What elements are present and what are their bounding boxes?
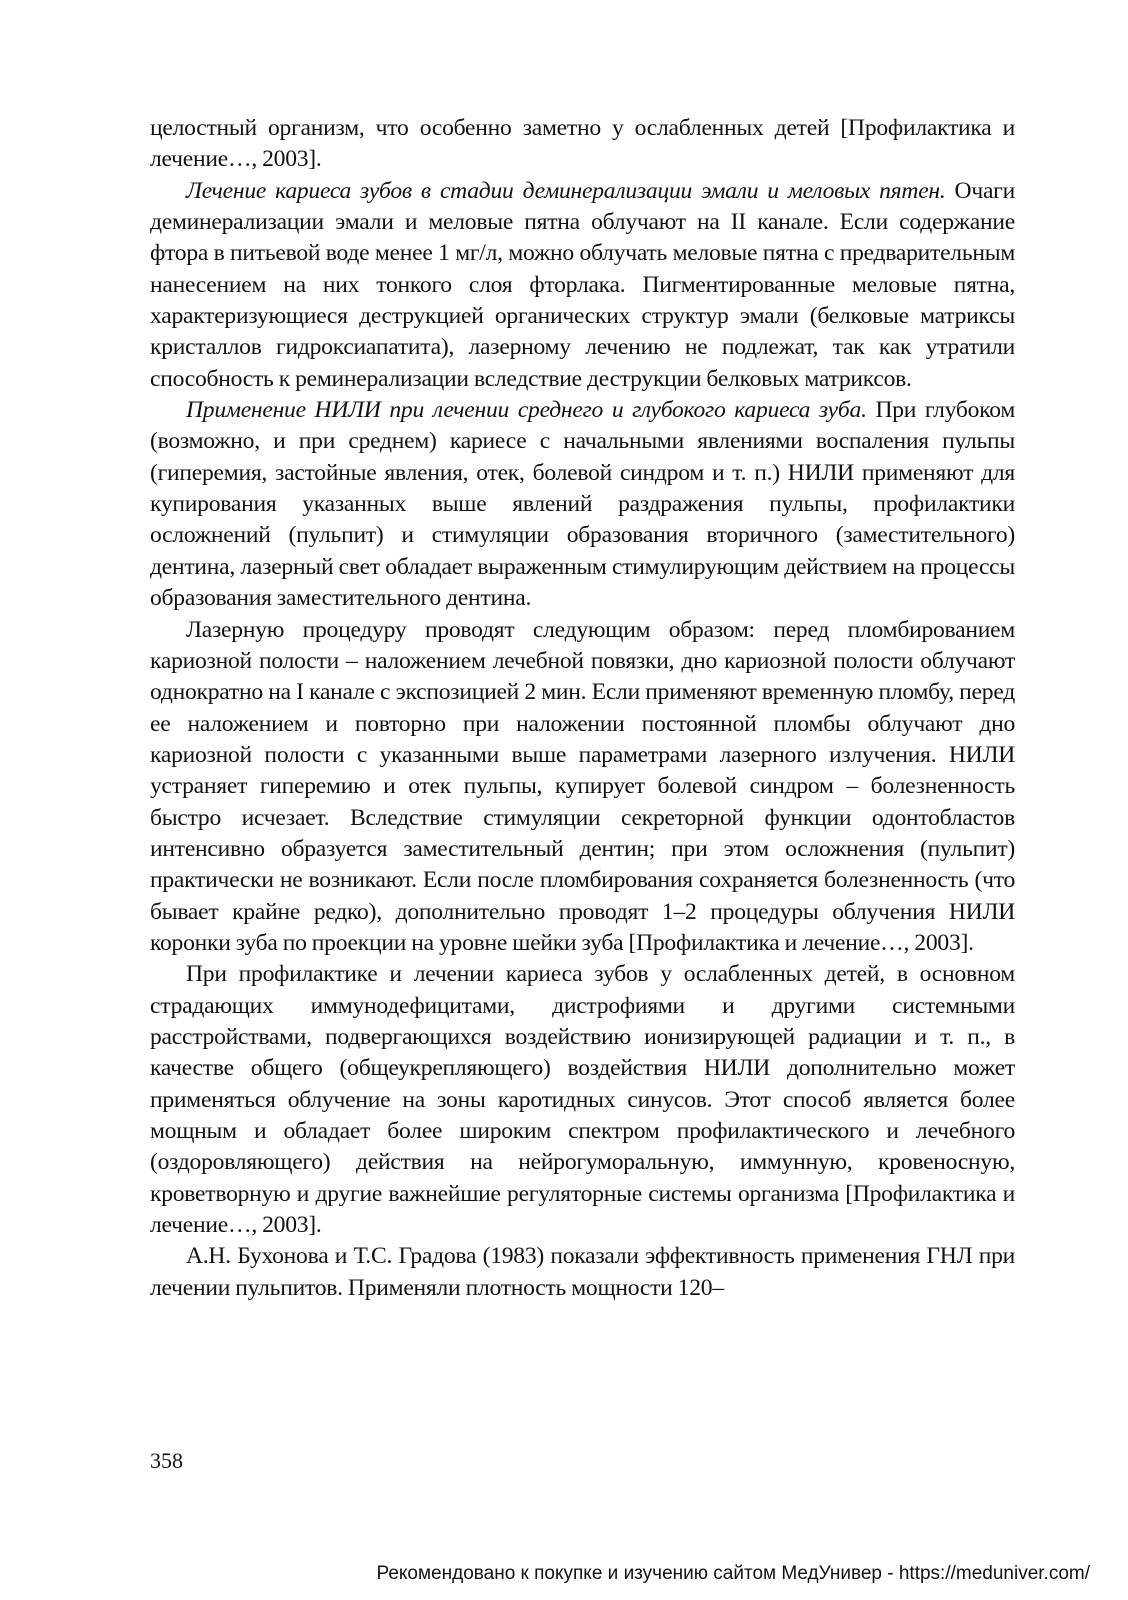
paragraph-continuation: [150, 113, 1015, 176]
page-number: 358: [150, 1448, 183, 1473]
paragraph-caries-demineralization: [150, 176, 1015, 395]
paragraph-laser-procedure: [150, 615, 1015, 960]
paragraph-italic-heading: Применение НИЛИ при лечении среднего и глубокого кариеса зуба.: [186, 397, 867, 424]
paragraph-text: При глубоком (возможно, и при среднем) кариесе с начальными явлениями воспаления пульпы (гиперемия, застойные явления, отек, болевой синдром и т. п.) НИЛИ применяют для купирования указанных выше явлений раздражения пульпы, профилактики осложнений (пульпит) и стимуляции образования вторичного (заместительного) дентина, лазерный свет обладает выраженным стимулирующим действием на процессы образования заместительного дентина.: [150, 397, 1015, 612]
paragraph-text: Лазерную процедуру проводят следующим образом: перед пломбированием кариозной полости – наложением лечебной повязки, дно кариозной полости облучают однократно на I канале с экспозицией 2 мин. Если применяют временную пломбу, перед ее наложением и повторно при наложении постоянной пломбы облучают дно кариозной полости с указанными выше параметрами лазерного излучения. НИЛИ устраняет гиперемию и отек пульпы, купирует болевой синдром – болезненность быстро исчезает. Вследствие стимуляции секреторной функции одонтобластов интенсивно образуется заместительный дентин; при этом осложнения (пульпит) практически не возникают. Если после пломбирования сохраняется болезненность (что бывает крайне редко), дополнительно проводят 1–2 процедуры облучения НИЛИ коронки зуба по проекции на уровне шейки зуба [Профилактика и лечение…, 2003].: [150, 616, 1015, 956]
paragraph-text: А.Н. Бухонова и Т.С. Градова (1983) показали эффективность применения ГНЛ при лечении пульпитов. Применяли плотность мощности 120–: [150, 1243, 1015, 1301]
paragraph-deep-caries: [150, 395, 1015, 614]
paragraph-pulpitis-study: [150, 1241, 1015, 1304]
footer-note: Рекомендовано к покупке и изучению сайтом МедУнивер - https://meduniver.com/: [376, 1563, 1090, 1584]
paragraph-text: При профилактике и лечении кариеса зубов у ослабленных детей, в основном страдающих иммунодефицитами, дистрофиями и другими системными расстройствами, подвергающихся воздействию ионизирующей радиации и т. п., в качестве общего (общеукрепляющего) воздействия НИЛИ дополнительно может применяться облучение на зоны каротидных синусов. Этот способ является более мощным и обладает более широким спектром профилактического и лечебного (оздоровляющего) действия на нейрогуморальную, иммунную, кровеносную, кроветворную и другие важнейшие регуляторные системы организма [Профилактика и лечение…, 2003].: [150, 961, 1015, 1239]
page-body: [150, 113, 1015, 1304]
paragraph-text: Очаги деминерализации эмали и меловые пятна облучают на II канале. Если содержание фтора в питьевой воде менее 1 мг/л, можно облучать меловые пятна с предварительным нанесением на них тонкого слоя фторлака. Пигментированные меловые пятна, характеризующиеся деструкцией органических структур эмали (белковые матриксы кристаллов гидроксиапатита), лазерному лечению не подлежат, так как утратили способность к реминерализации вследствие деструкции белковых матриксов.: [150, 177, 1015, 392]
paragraph-italic-heading: Лечение кариеса зубов в стадии деминерализации эмали и меловых пятен.: [186, 177, 946, 204]
paragraph-weakened-children: [150, 959, 1015, 1241]
paragraph-text: целостный организм, что особенно заметно у ослабленных детей [Профилактика и лечение…, 2003].: [150, 115, 1015, 173]
